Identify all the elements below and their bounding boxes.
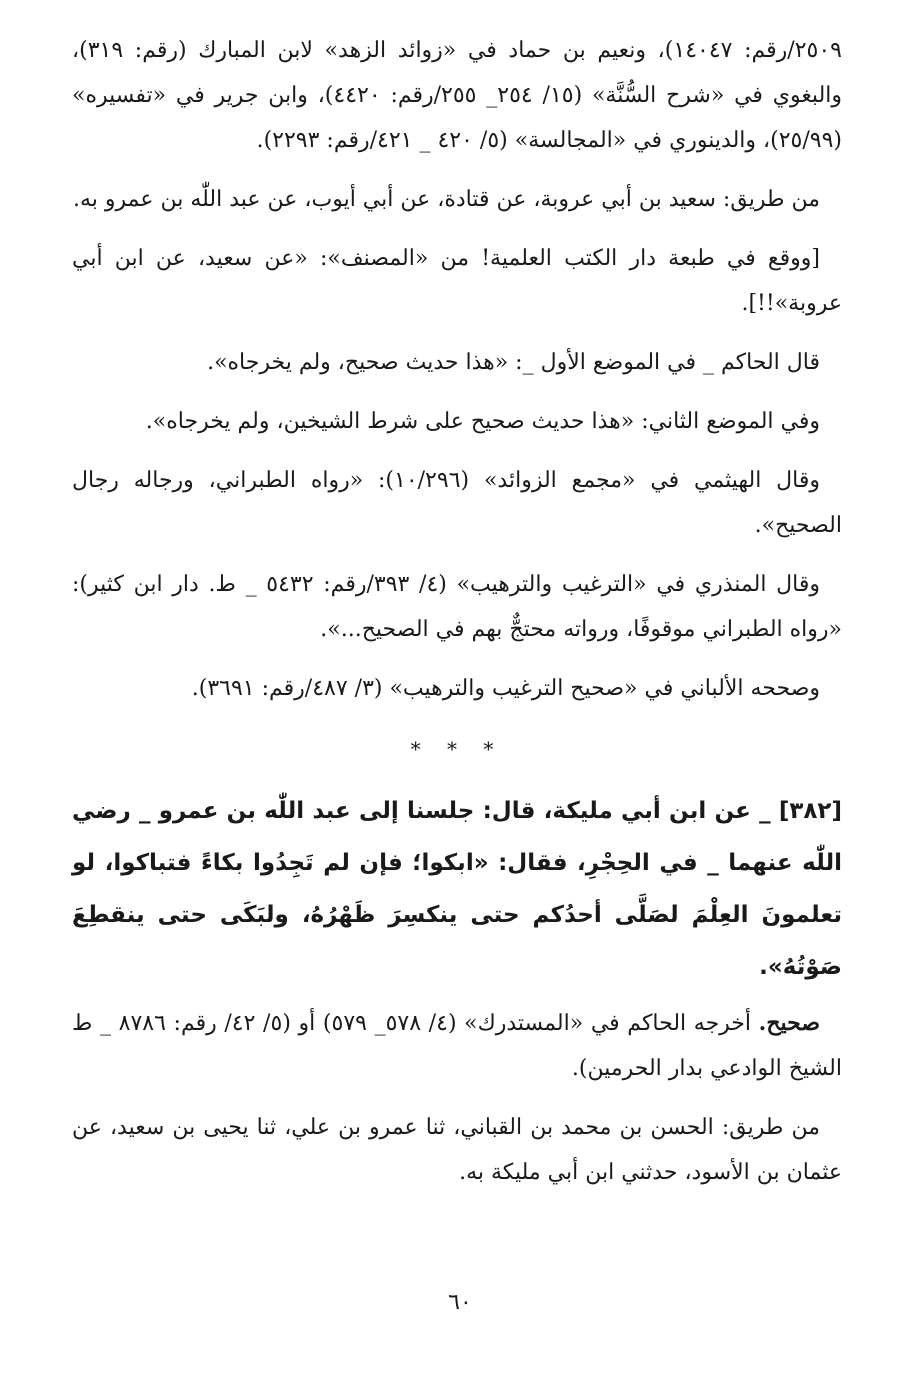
page-body: [72, 28, 842, 1209]
paragraph-isnad: من طريق: سعيد بن أبي عروبة، عن قتادة، عن أبي أيوب، عن عبد اللّٰه بن عمرو به.: [72, 187, 820, 212]
paragraph-grade: [72, 1001, 842, 1091]
paragraph-haythami: وقال الهيثمي في «مجمع الزوائد» (١٠/٢٩٦): «رواه الطبراني، ورجاله رجال الصحيح».: [72, 468, 842, 538]
page-number: ٦٠: [448, 1290, 472, 1315]
paragraph-references: ٢٥٠٩/رقم: ١٤٠٤٧)، ونعيم بن حماد في «زوائد الزهد» لابن المبارك (رقم: ٣١٩)، والبغوي في «شرح السُّنَّة» (١٥/ ٢٥٤_ ٢٥٥/رقم: ٤٤٢٠)، وابن جرير في «تفسيره» (٢٥/٩٩)، والدينوري في «المجالسة» (٥/ ٤٢٠ _ ٤٢١/رقم: ٢٢٩٣).: [72, 38, 843, 153]
paragraph-print-note: [ووقع في طبعة دار الكتب العلمية! من «المصنف»: «عن سعيد، عن ابن أبي عروبة»!!].: [72, 246, 842, 316]
paragraph-hakim-first: قال الحاكم _ في الموضع الأول _: «هذا حديث صحيح، ولم يخرجاه».: [207, 350, 820, 375]
paragraph-hakim-second: وفي الموضع الثاني: «هذا حديث صحيح على شرط الشيخين، ولم يخرجاه».: [145, 409, 820, 434]
section-separator: * * *: [410, 737, 504, 761]
paragraph-mundhiri: وقال المنذري في «الترغيب والترهيب» (٤/ ٣٩٣/رقم: ٥٤٣٢ _ ط. دار ابن كثير): «رواه الطبراني موقوفًا، ورواته محتجٌّ بهم في الصحيح...».: [72, 572, 842, 642]
paragraph-albani: وصححه الألباني في «صحيح الترغيب والترهيب» (٣/ ٤٨٧/رقم: ٣٦٩١).: [191, 676, 820, 701]
hadith-text: [٣٨٢] _ عن ابن أبي مليكة، قال: جلسنا إلى عبد اللّٰه بن عمرو _ رضي اللّٰه عنهما _ في الحِجْرِ، فقال: «ابكوا؛ فإن لم تَجِدُوا بكاءً فتباكوا، لو تعلمونَ العِلْمَ لصَلَّى أحدُكم حتى ينكسِرَ ظَهْرُهُ، ولبَكَى حتى ينقطِعَ صَوْتُهُ».: [72, 798, 842, 980]
grade-text: أخرجه الحاكم في «المستدرك» (٤/ ٥٧٨_ ٥٧٩) أو (٥/ ٤٢/ رقم: ٨٧٨٦ _ ط الشيخ الوادعي بدار الحرمين).: [72, 1011, 842, 1081]
paragraph-isnad-2: من طريق: الحسن بن محمد بن القباني، ثنا عمرو بن علي، ثنا يحيى بن سعيد، عن عثمان بن الأسود، حدثني ابن أبي مليكة به.: [72, 1115, 842, 1185]
grade-label: صحيح.: [758, 1010, 821, 1036]
